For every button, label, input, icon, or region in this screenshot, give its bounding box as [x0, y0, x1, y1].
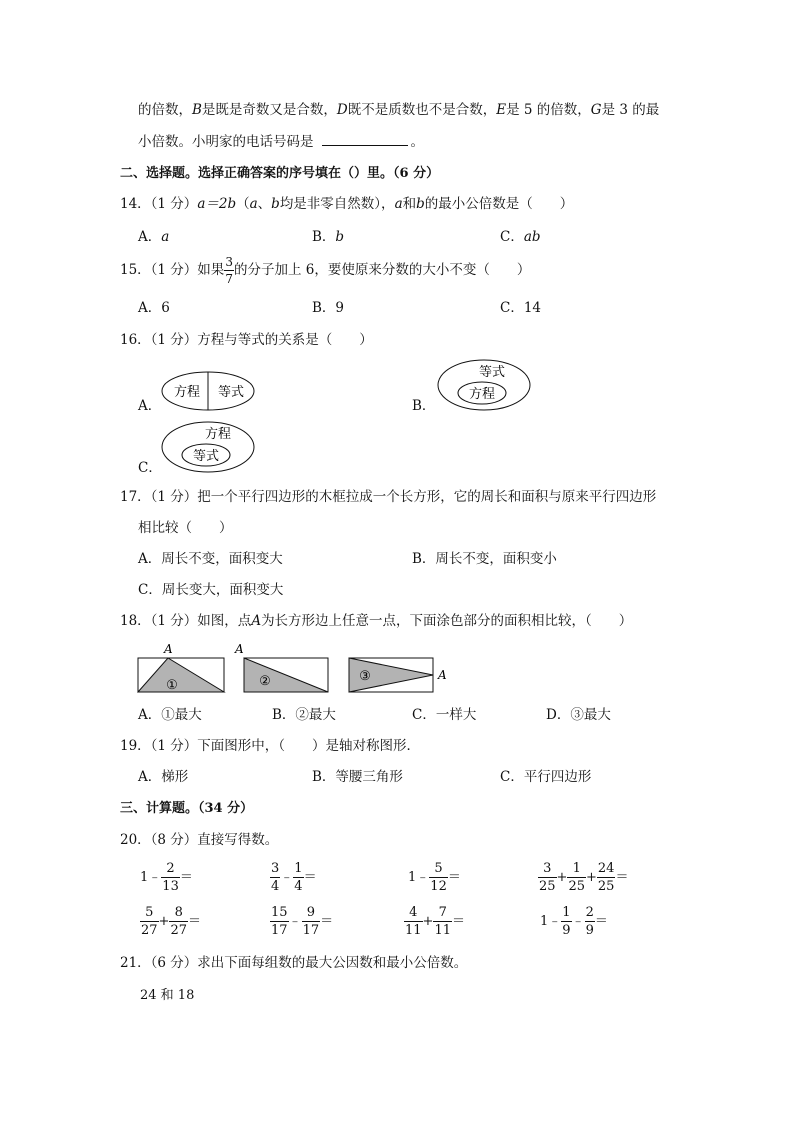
svg-text:②: ② [259, 674, 271, 689]
figure-2 [234, 642, 328, 692]
calc-3: 1﹣ $\frac{5}{12}$ ＝ [408, 861, 461, 894]
svg-text:等式: 等式 [217, 385, 245, 400]
calc-4: $\frac{3}{25}$ + $\frac{1}{25}$ + $\frac{24}{25}$ ＝ [539, 861, 629, 894]
q15-option-c: C．14 [500, 300, 542, 316]
calc-2: $\frac{3}{4}$ ﹣ $\frac{1}{4}$ ＝ [271, 861, 317, 894]
q19-stem: 19．（1 分）下面图形中，（ ）是轴对称图形． [120, 738, 421, 754]
calc-1: 1﹣ $\frac{2}{13}$ ＝ [140, 861, 193, 894]
svg-text:A: A [438, 668, 447, 682]
fraction-3-7: $\frac{3}{7}$ [225, 255, 233, 286]
diagram-c-venn [160, 420, 258, 476]
q13-line1: 的倍数，B是既是奇数又是合数，D既不是质数也不是合数，E是 5 的倍数，G是 3 的最 [138, 102, 660, 118]
svg-text:方程: 方程 [204, 427, 232, 442]
q14-option-a: A．a [138, 229, 170, 245]
figure-3 [349, 658, 447, 692]
q18-option-a: A．①最大 [138, 707, 202, 723]
q15-option-a: A．6 [138, 300, 170, 316]
diagram-b-venn [436, 358, 534, 414]
diagram-a-venn [160, 370, 260, 414]
svg-text:等式: 等式 [192, 449, 220, 464]
svg-text:方程: 方程 [173, 385, 201, 400]
q17-option-b: B．周长不变，面积变小 [412, 551, 557, 567]
svg-text:A: A [235, 642, 244, 656]
q18-option-b: B．②最大 [272, 707, 336, 723]
svg-text:③: ③ [359, 669, 371, 684]
answer-blank [322, 135, 408, 146]
q16-stem: 16．（1 分）方程与等式的关系是（ ） [120, 332, 373, 348]
svg-text:等式: 等式 [478, 365, 506, 380]
q17-stem-line1: 17．（1 分）把一个平行四边形的木框拉成一个长方形，它的周长和面积与原来平行四边形 [120, 489, 657, 505]
q19-option-b: B．等腰三角形 [312, 769, 403, 785]
q21-pair-1: 24 和 18 [140, 988, 195, 1003]
q16-option-a: A． [138, 398, 162, 414]
q19-option-a: A．梯形 [138, 769, 189, 785]
calc-7: $\frac{4}{11}$ + $\frac{7}{11}$ ＝ [405, 905, 466, 938]
q14-option-c: C．ab [500, 229, 541, 245]
section-3-title: 三、计算题。（34 分） [120, 801, 254, 816]
q15-stem: 15．（1 分）如果 $\frac{3}{7}$ 的分子加上 6，要使原来分数的大小不变（ ） [120, 255, 531, 286]
q18-figures [136, 640, 456, 696]
section-2-title: 二、选择题。选择正确答案的序号填在（）里。（6 分） [120, 166, 440, 181]
q18-stem: 18．（1 分）如图，点A为长方形边上任意一点，下面涂色部分的面积相比较，（ ） [120, 613, 633, 629]
svg-text:方程: 方程 [468, 387, 496, 402]
figure-1 [138, 642, 224, 693]
calc-5: $\frac{5}{27}$ + $\frac{8}{27}$ ＝ [141, 905, 202, 938]
q17-stem-line2: 相比较（ ） [138, 520, 233, 536]
q19-option-c: C．平行四边形 [500, 769, 592, 785]
q15-option-b: B．9 [312, 300, 345, 316]
q16-option-b: B． [412, 398, 436, 414]
q13-line2: 小倍数。小明家的电话号码是 。 [138, 134, 424, 150]
q16-option-c: C． [138, 460, 162, 476]
q18-option-c: C．一样大 [412, 707, 477, 723]
q17-option-c: C．周长变大，面积变大 [138, 582, 284, 598]
calc-8: 1﹣ $\frac{1}{9}$ ﹣ $\frac{2}{9}$ ＝ [540, 905, 608, 938]
svg-text:A: A [164, 642, 173, 656]
calc-6: $\frac{15}{17}$ ﹣ $\frac{9}{17}$ ＝ [271, 905, 334, 938]
q14-stem: 14．（1 分）a＝2b（a、b均是非零自然数），a和b的最小公倍数是（ ） [120, 196, 574, 212]
q14-option-b: B．b [312, 229, 345, 245]
q21-stem: 21．（6 分）求出下面每组数的最大公因数和最小公倍数。 [120, 955, 468, 971]
q18-option-d: D．③最大 [546, 707, 611, 723]
svg-text:①: ① [166, 678, 178, 693]
q20-stem: 20．（8 分）直接写得数。 [120, 832, 279, 848]
q17-option-a: A．周长不变，面积变大 [138, 551, 283, 567]
